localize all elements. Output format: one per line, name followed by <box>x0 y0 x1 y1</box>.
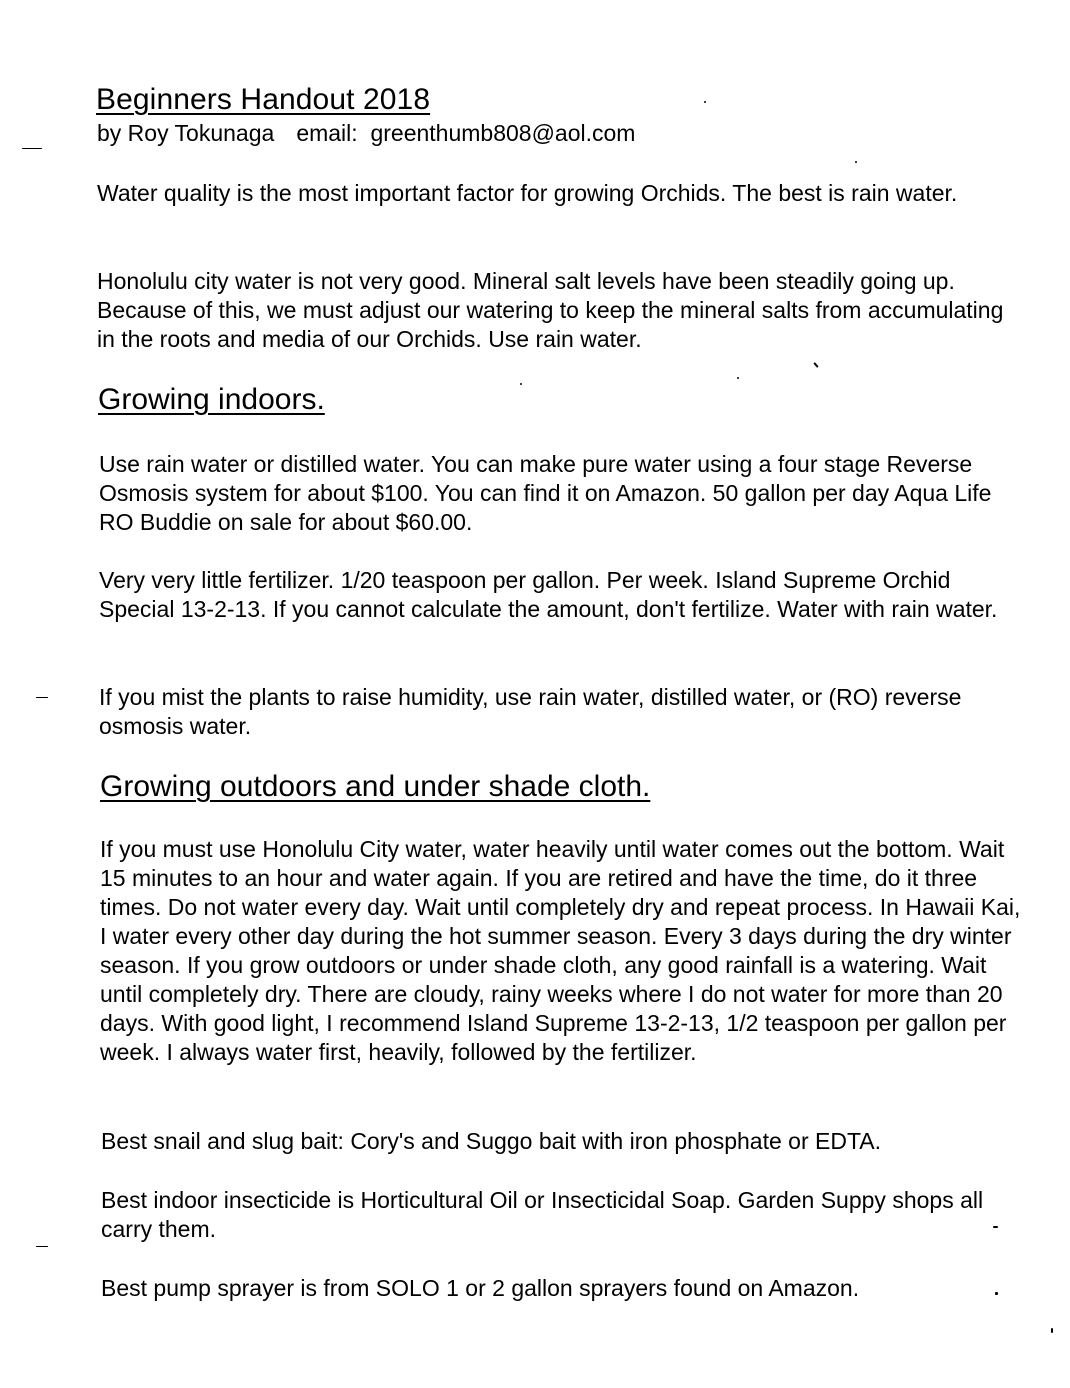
heading-growing-indoors: Growing indoors. <box>98 383 325 416</box>
email-label: email: <box>296 120 358 146</box>
scan-mark <box>36 1246 48 1247</box>
scan-mark <box>813 362 818 368</box>
scan-mark <box>520 383 522 385</box>
byline <box>97 120 635 147</box>
outdoors-paragraph-3: Best indoor insecticide is Horticultural Oil or Insecticidal Soap. Garden Suppy shops all carry them. <box>101 1187 984 1242</box>
scan-mark <box>1051 1328 1053 1333</box>
email-address: greenthumb808@aol.com <box>370 120 636 146</box>
indoors-paragraph-1: Use rain water or distilled water. You can make pure water using a four stage Reverse Osmosis system for about $100. You can find it on Amazon. 50 gallon per day Aqua Life RO Buddie on sale for about $60.00. <box>99 451 992 535</box>
scan-mark <box>737 377 739 379</box>
author-line: by Roy Tokunaga <box>97 120 275 146</box>
scan-mark <box>704 101 706 103</box>
intro-paragraph-1: Water quality is the most important factor for growing Orchids. The best is rain water. <box>97 180 958 206</box>
indoors-paragraph-2: Very very little fertilizer. 1/20 teaspoon per gallon. Per week. Island Supreme Orchid Special 13-2-13. If you cannot calculate the amount, don't fertilize. Water with rain water. <box>99 567 998 622</box>
scan-mark <box>36 697 48 698</box>
indoors-paragraph-3: If you mist the plants to raise humidity, use rain water, distilled water, or (RO) reverse osmosis water. <box>99 684 962 739</box>
document-title: Beginners Handout 2018 <box>96 83 431 116</box>
outdoors-paragraph-1: If you must use Honolulu City water, water heavily until water comes out the bottom. Wait 15 minutes to an hour and water again. If you are retired and have the time, do it three times. Do not water every day. Wait until completely dry and repeat process. In Hawaii Kai, I water every other day during the hot summer season. Every 3 days during the dry winter season. If you grow outdoors or under shade cloth, any good rainfall is a watering. Wait until completely dry. There are cloudy, rainy weeks where I do not water for more than 20 days. With good light, I recommend Island Supreme 13-2-13, 1/2 teaspoon per gallon per week. I always water first, heavily, followed by the fertilizer. <box>100 836 1021 1065</box>
heading-growing-outdoors: Growing outdoors and under shade cloth. <box>100 770 651 803</box>
scan-mark <box>22 148 42 149</box>
intro-paragraph-2: Honolulu city water is not very good. Mineral salt levels have been steadily going up. Because of this, we must adjust our watering to keep the mineral salts from accumulating in the roots and media of our Orchids. Use rain water. <box>97 268 1004 352</box>
scan-mark <box>855 161 857 163</box>
outdoors-paragraph-4: Best pump sprayer is from SOLO 1 or 2 gallon sprayers found on Amazon. <box>101 1275 860 1301</box>
outdoors-paragraph-2: Best snail and slug bait: Cory's and Suggo bait with iron phosphate or EDTA. <box>101 1128 882 1154</box>
